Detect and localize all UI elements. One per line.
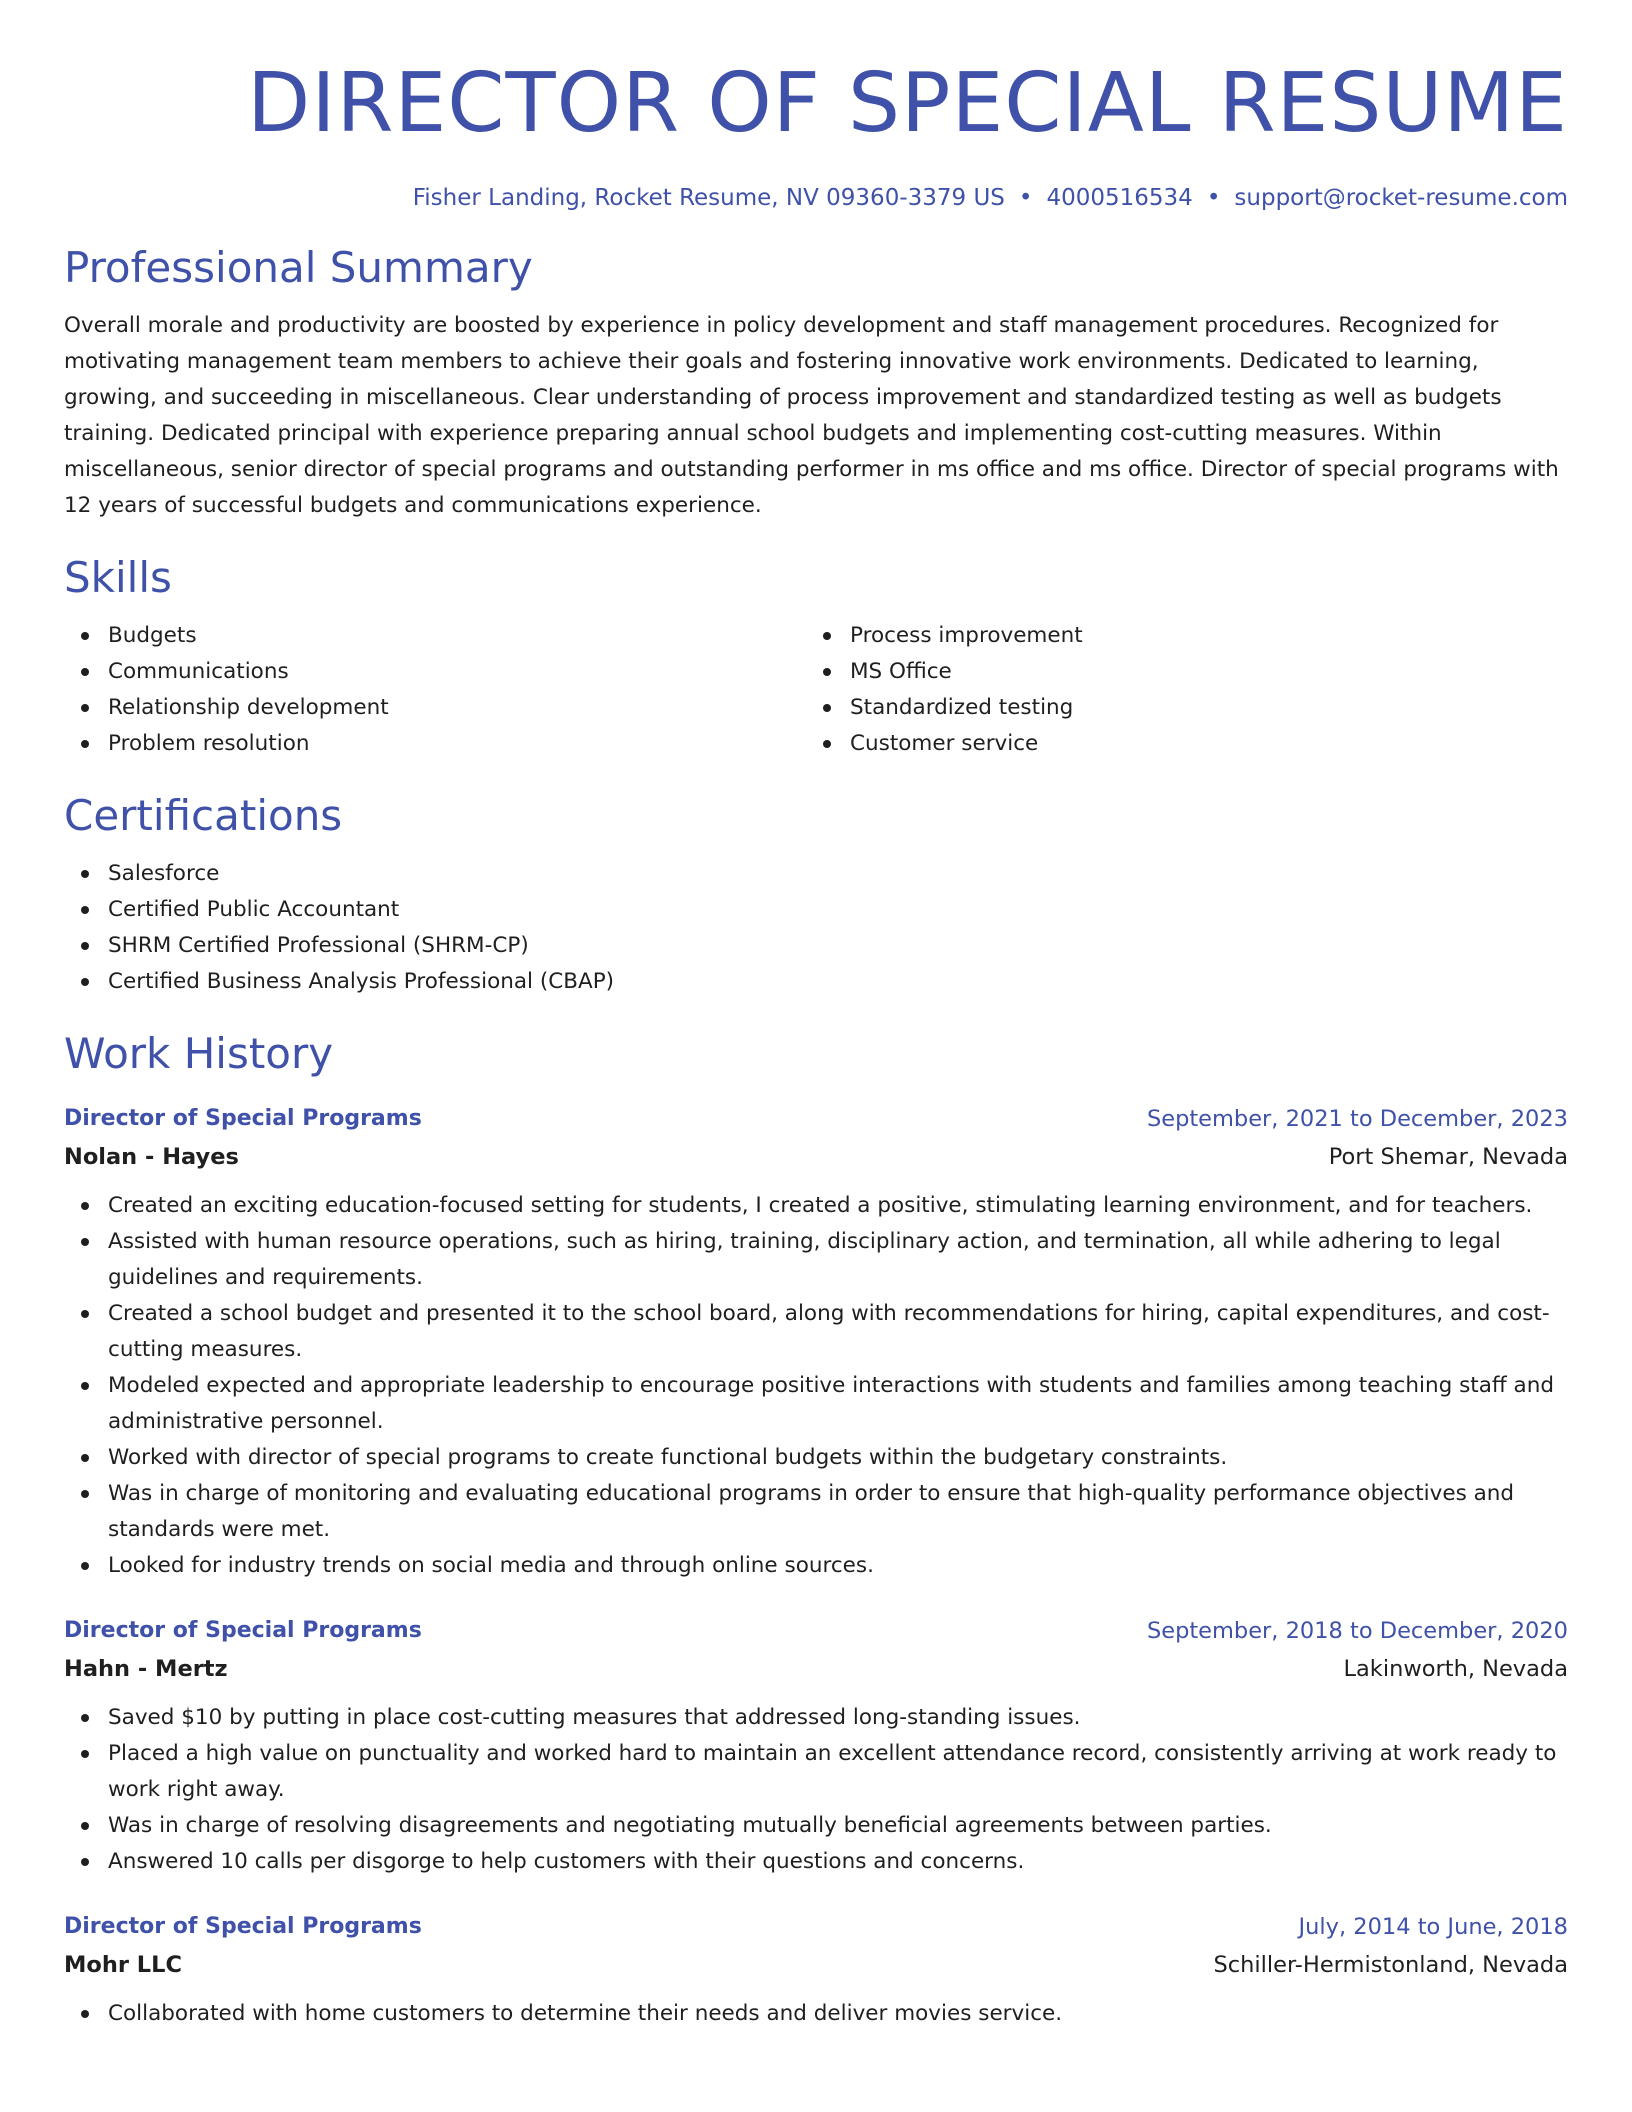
- job-dates: September, 2018 to December, 2020: [1146, 1618, 1568, 1644]
- certification-label: Certified Public Accountant: [108, 897, 400, 922]
- skill-item: [64, 654, 806, 690]
- contact-separator: •: [1018, 185, 1033, 211]
- job-location: Lakinworth, Nevada: [1343, 1656, 1568, 1682]
- job-bullet-text: Was in charge of monitoring and evaluating educational programs in order to ensure that high-quality performance objectives and standards were met.: [108, 1481, 1515, 1542]
- job-bullets: [64, 1996, 1568, 2032]
- work-history-section: [64, 1026, 1568, 2032]
- certification-label: Salesforce: [108, 861, 220, 886]
- job-location: Port Shemar, Nevada: [1328, 1144, 1568, 1170]
- job-bullet: [64, 1224, 1568, 1296]
- bullet-icon: [81, 1454, 89, 1462]
- job-company-row: [64, 1138, 1568, 1176]
- bullet-icon: [81, 2010, 89, 2018]
- skill-item: [64, 618, 806, 654]
- job-bullet: [64, 1996, 1568, 2032]
- skill-item: [64, 726, 806, 762]
- resume-page: [64, 0, 1568, 2032]
- skill-item: [806, 726, 1548, 762]
- job-bullet-text: Was in charge of resolving disagreements and negotiating mutually beneficial agreements between parties.: [108, 1813, 1272, 1838]
- skills-section: [64, 550, 1568, 762]
- job-bullet-text: Collaborated with home customers to determine their needs and deliver movies service.: [108, 2001, 1063, 2026]
- job-bullet: [64, 1700, 1568, 1736]
- skill-label: Process improvement: [850, 623, 1083, 648]
- job-bullet: [64, 1188, 1568, 1224]
- skills-grid: [64, 618, 1568, 762]
- job-header-row: [64, 1612, 1568, 1650]
- skill-label: Standardized testing: [850, 695, 1074, 720]
- skill-label: Problem resolution: [108, 731, 310, 756]
- skill-label: Customer service: [850, 731, 1039, 756]
- job-bullet-text: Worked with director of special programs to create functional budgets within the budgetary constraints.: [108, 1445, 1228, 1470]
- contact-phone[interactable]: 4000516534: [1046, 185, 1193, 211]
- bullet-icon: [81, 978, 89, 986]
- job-bullet: [64, 1476, 1568, 1548]
- skills-list-right: [806, 618, 1548, 762]
- job-bullet: [64, 1736, 1568, 1808]
- job-header-row: [64, 1100, 1568, 1138]
- job-company: Hahn - Mertz: [64, 1656, 228, 1682]
- job-bullet: [64, 1548, 1568, 1584]
- bullet-icon: [81, 1310, 89, 1318]
- skill-label: Relationship development: [108, 695, 389, 720]
- job-location: Schiller-Hermistonland, Nevada: [1213, 1952, 1568, 1978]
- skill-item: [806, 690, 1548, 726]
- bullet-icon: [81, 1750, 89, 1758]
- skills-heading: Skills: [64, 553, 172, 602]
- certification-item: [64, 964, 1568, 1000]
- certifications-list: [64, 856, 1568, 1000]
- job-dates: July, 2014 to June, 2018: [1298, 1914, 1568, 1940]
- bullet-icon: [823, 704, 831, 712]
- bullet-icon: [81, 1382, 89, 1390]
- job-title: Director of Special Programs: [64, 1618, 422, 1643]
- bullet-icon: [81, 1562, 89, 1570]
- job-entry: [64, 1100, 1568, 1584]
- job-entry: [64, 1908, 1568, 2032]
- bullet-icon: [81, 942, 89, 950]
- job-bullet-text: Modeled expected and appropriate leadership to encourage positive interactions with students and families among teaching staff and administrative personnel.: [108, 1373, 1554, 1434]
- skill-label: Budgets: [108, 623, 197, 648]
- skill-item: [806, 618, 1548, 654]
- bullet-icon: [81, 1858, 89, 1866]
- bullet-icon: [81, 704, 89, 712]
- summary-heading: Professional Summary: [64, 243, 533, 292]
- skill-item: [806, 654, 1548, 690]
- contact-email[interactable]: support@rocket-resume.com: [1234, 185, 1568, 211]
- job-header-row: [64, 1908, 1568, 1946]
- certification-item: [64, 928, 1568, 964]
- bullet-icon: [81, 906, 89, 914]
- certifications-heading: Certifications: [64, 791, 343, 840]
- bullet-icon: [81, 632, 89, 640]
- job-company-row: [64, 1946, 1568, 1984]
- skill-label: MS Office: [850, 659, 952, 684]
- contact-separator: •: [1206, 185, 1221, 211]
- job-entry: [64, 1612, 1568, 1880]
- summary-section: [64, 240, 1568, 524]
- bullet-icon: [823, 668, 831, 676]
- job-dates: September, 2021 to December, 2023: [1146, 1106, 1568, 1132]
- job-bullet: [64, 1440, 1568, 1476]
- contact-line: [64, 182, 1568, 214]
- work-history-heading: Work History: [64, 1029, 334, 1078]
- skill-label: Communications: [108, 659, 289, 684]
- certification-item: [64, 856, 1568, 892]
- job-bullet-text: Created a school budget and presented it to the school board, along with recommendations for hiring, capital expenditures, and cost-cutting measures.: [108, 1301, 1550, 1362]
- contact-address: Fisher Landing, Rocket Resume, NV 09360-3379 US: [412, 185, 1005, 211]
- bullet-icon: [81, 1714, 89, 1722]
- job-company-row: [64, 1650, 1568, 1688]
- bullet-icon: [81, 740, 89, 748]
- bullet-icon: [81, 1238, 89, 1246]
- job-company: Nolan - Hayes: [64, 1144, 239, 1170]
- certification-label: Certified Business Analysis Professional (CBAP): [108, 969, 615, 994]
- job-bullet-text: Answered 10 calls per disgorge to help customers with their questions and concerns.: [108, 1849, 1025, 1874]
- job-bullet: [64, 1808, 1568, 1844]
- job-bullet: [64, 1844, 1568, 1880]
- job-bullets: [64, 1188, 1568, 1584]
- job-bullet-text: Placed a high value on punctuality and worked hard to maintain an excellent attendance record, consistently arriving at work ready to work right away.: [108, 1741, 1557, 1802]
- summary-text: Overall morale and productivity are boosted by experience in policy development and staff management procedures. Recognized for motivating management team members to achieve their goals and fostering innovative work environments. Dedicated to learning, growing, and succeeding in miscellaneous. Clear understanding of process improvement and standardized testing as well as budgets training. Dedicated principal with experience preparing annual school budgets and implementing cost-cutting measures. Within miscellaneous, senior director of special programs and outstanding performer in ms office and ms office. Director of special programs with 12 years of successful budgets and communications experience.: [64, 313, 1559, 518]
- skills-list-left: [64, 618, 806, 762]
- bullet-icon: [81, 1202, 89, 1210]
- job-bullet-text: Looked for industry trends on social media and through online sources.: [108, 1553, 874, 1578]
- bullet-icon: [81, 1490, 89, 1498]
- skill-item: [64, 690, 806, 726]
- bullet-icon: [81, 1822, 89, 1830]
- resume-title: DIRECTOR OF SPECIAL RESUME: [247, 56, 1568, 151]
- bullet-icon: [81, 870, 89, 878]
- certification-item: [64, 892, 1568, 928]
- bullet-icon: [81, 668, 89, 676]
- bullet-icon: [823, 632, 831, 640]
- job-bullets: [64, 1700, 1568, 1880]
- job-bullet: [64, 1368, 1568, 1440]
- certifications-section: [64, 788, 1568, 1000]
- job-bullet-text: Created an exciting education-focused setting for students, I created a positive, stimulating learning environment, and for teachers.: [108, 1193, 1533, 1218]
- job-title: Director of Special Programs: [64, 1106, 422, 1131]
- job-bullet-text: Saved $10 by putting in place cost-cutting measures that addressed long-standing issues.: [108, 1705, 1081, 1730]
- job-bullet: [64, 1296, 1568, 1368]
- bullet-icon: [823, 740, 831, 748]
- job-bullet-text: Assisted with human resource operations, such as hiring, training, disciplinary action, and termination, all while adhering to legal guidelines and requirements.: [108, 1229, 1501, 1290]
- job-title: Director of Special Programs: [64, 1914, 422, 1939]
- job-company: Mohr LLC: [64, 1952, 182, 1978]
- certification-label: SHRM Certified Professional (SHRM-CP): [108, 933, 529, 958]
